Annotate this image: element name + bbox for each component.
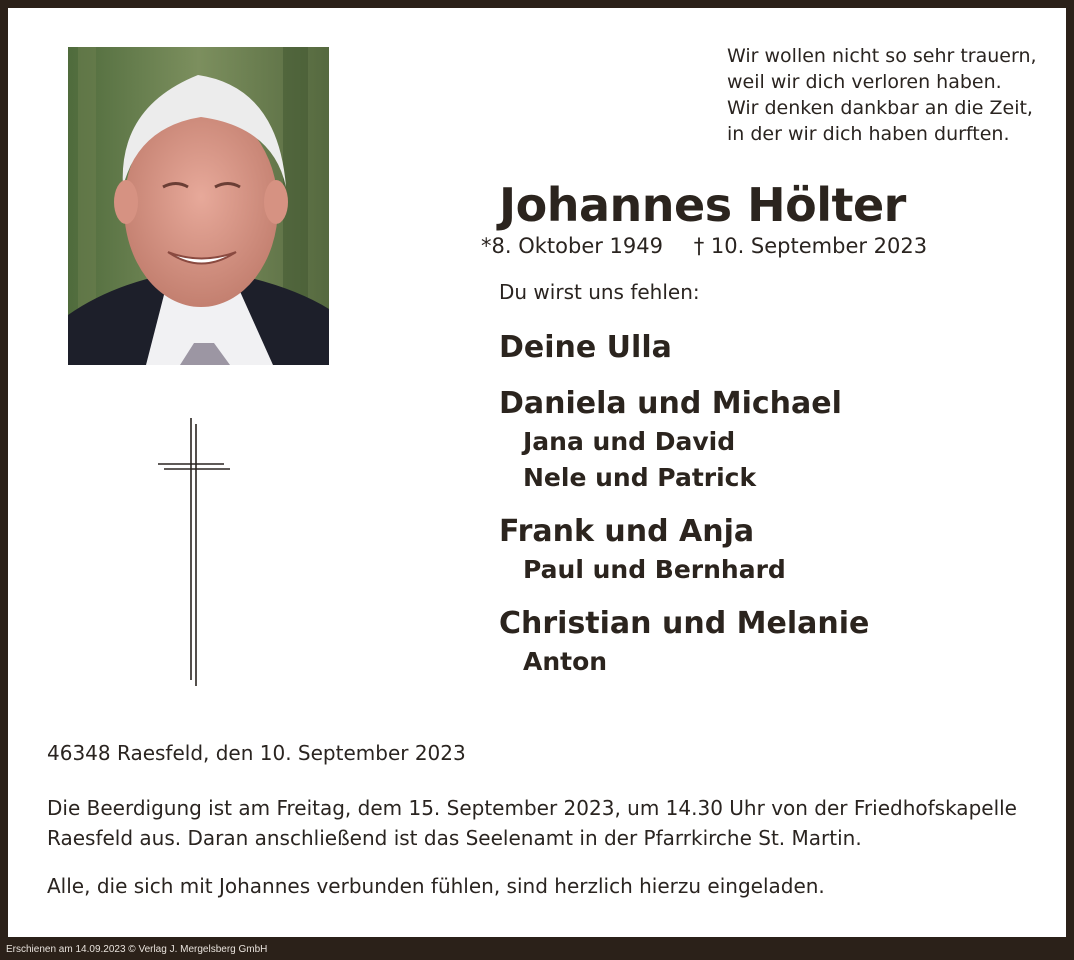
- mourner-group-main: Deine Ulla: [499, 330, 672, 365]
- poem-line: Wir wollen nicht so sehr trauern,: [727, 45, 1037, 67]
- funeral-details: [47, 793, 1047, 853]
- poem-line: Wir denken dankbar an die Zeit,: [727, 97, 1033, 119]
- poem-line: weil wir dich verloren haben.: [727, 71, 1002, 93]
- poem-line: in der wir dich haben durften.: [727, 123, 1010, 145]
- deceased-name: Johannes Hölter: [499, 178, 906, 232]
- publication-footer: Erschienen am 14.09.2023 © Verlag J. Mergelsberg GmbH: [6, 944, 268, 955]
- invitation-text: Alle, die sich mit Johannes verbunden fühlen, sind herzlich hierzu eingeladen.: [47, 874, 825, 898]
- life-dates: [481, 234, 927, 258]
- birth-date: *8. Oktober 1949: [481, 234, 663, 258]
- obituary-card: [8, 8, 1066, 937]
- mourner-group-sub: Paul und Bernhard: [523, 555, 786, 584]
- portrait-image: [68, 47, 329, 365]
- mourner-group-sub: Nele und Patrick: [523, 463, 757, 492]
- mourner-group-sub: Jana und David: [523, 427, 736, 456]
- place-and-date: 46348 Raesfeld, den 10. September 2023: [47, 741, 466, 765]
- mourner-group-main: Frank und Anja: [499, 514, 755, 549]
- poem: [727, 43, 1037, 147]
- mourners-list: [499, 328, 869, 680]
- mourner-group-sub: Anton: [523, 647, 608, 676]
- cross-icon: [158, 418, 238, 692]
- mourner-group-main: Christian und Melanie: [499, 606, 870, 641]
- funeral-line: Die Beerdigung ist am Freitag, dem 15. September 2023, um 14.30 Uhr von der Friedhofskapelle: [47, 796, 1017, 820]
- mourner-group-main: Daniela und Michael: [499, 386, 842, 421]
- death-date: † 10. September 2023: [693, 234, 928, 258]
- mourners-intro: Du wirst uns fehlen:: [499, 280, 700, 304]
- funeral-line: Raesfeld aus. Daran anschließend ist das Seelenamt in der Pfarrkirche St. Martin.: [47, 826, 862, 850]
- portrait-photo: [68, 47, 329, 365]
